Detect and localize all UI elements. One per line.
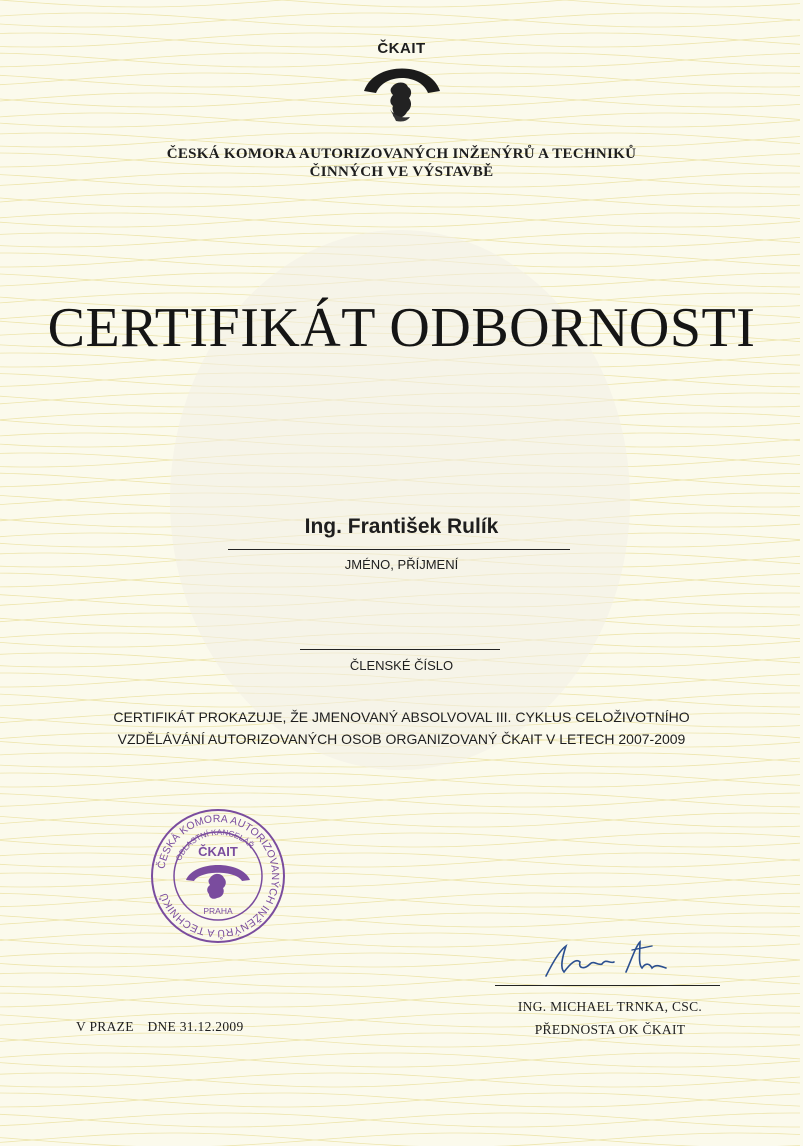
issue-place-date [76,1019,254,1035]
stamp-inner-text: OBLASTNÍ KANCELÁŘ [174,827,256,863]
stamp-city-text: PRAHA [203,906,233,916]
lion-emblem-icon [360,57,444,131]
member-number-caption: ČLENSKÉ ČÍSLO [349,658,454,673]
handwritten-signature [540,928,680,988]
statement-line2: VZDĚLÁVÁNÍ AUTORIZOVANÝCH OSOB ORGANIZOVANÝ ČKAIT V LETECH 2007-2009 [117,731,686,747]
statement-line1: CERTIFIKÁT PROKAZUJE, ŽE JMENOVANÝ ABSOLVOVAL III. CYKLUS CELOŽIVOTNÍHO [113,709,690,725]
organization-name-line1: ČESKÁ KOMORA AUTORIZOVANÝCH INŽENÝRŮ A TECHNIKŮ [166,146,637,162]
holder-name: Ing. František Rulík [304,515,499,538]
organization-name-line2: ČINNÝCH VE VÝSTAVBĚ [309,164,494,180]
stamp-logo-text: ČKAIT [198,844,238,859]
name-caption: JMÉNO, PŘÍJMENÍ [344,557,459,572]
signatory-role: PŘEDNOSTA OK ČKAIT [534,1022,686,1037]
signatory-name: ING. MICHAEL TRNKA, CSC. [517,999,703,1014]
certificate-title: CERTIFIKÁT ODBORNOSTI [47,297,756,359]
issue-place: V PRAZE [76,1019,134,1034]
logo-text: ČKAIT [377,40,426,57]
name-underline [228,549,570,550]
stamp-ring-text: ČESKÁ KOMORA AUTORIZOVANÝCH INŽENÝRŮ A TECHNIKŮ [155,812,282,940]
official-stamp [148,806,288,946]
signature-line [495,985,720,986]
member-number-underline [300,649,500,650]
issue-date: DNE 31.12.2009 [147,1019,244,1034]
